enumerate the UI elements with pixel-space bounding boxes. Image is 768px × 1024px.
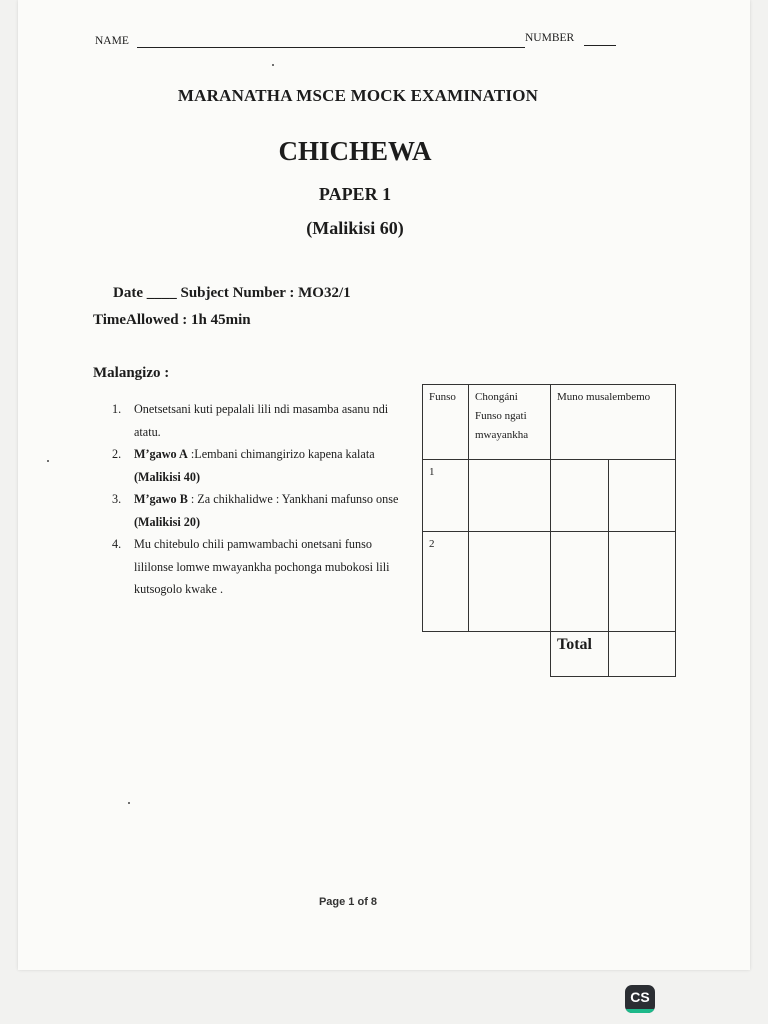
number-underline xyxy=(584,45,616,46)
instruction-item xyxy=(110,443,410,488)
instruction-number: 1. xyxy=(112,402,122,416)
number-label: NUMBER xyxy=(525,32,575,44)
page-number: Page 1 of 8 xyxy=(318,896,378,908)
instruction-number: 4. xyxy=(112,537,122,551)
score-table-total-row xyxy=(423,632,676,677)
empty-cell xyxy=(423,632,469,677)
instruction-text: Onetsetsani kuti pepalali lili ndi masamba asanu ndi atatu. xyxy=(134,402,389,439)
instruction-item xyxy=(110,533,410,601)
header-chongani: Chongáni Funso ngati mwayankha xyxy=(469,385,551,460)
marker-cell[interactable] xyxy=(609,532,676,632)
instruction-text: Mu chitebulo chili pamwambachi onetsani funso lililonse lomwe mwayankha pochonga mubokosi lili kutsogolo kwake . xyxy=(134,537,390,596)
name-underline xyxy=(137,47,525,48)
total-marks: (Malikisi 60) xyxy=(306,218,404,238)
instruction-text: :Lembani chimangirizo kapena kalata xyxy=(187,447,375,461)
subject-title: CHICHEWA xyxy=(278,136,432,166)
tick-cell[interactable] xyxy=(469,460,551,532)
instruction-marks: (Malikisi 40) xyxy=(134,469,201,484)
date-subject-line: Date ____ Subject Number : MO32/1 xyxy=(113,285,351,301)
total-label: Total xyxy=(551,632,609,677)
score-table-row xyxy=(423,532,676,632)
marker-cell[interactable] xyxy=(609,460,676,532)
instruction-section-label: M’gawo B xyxy=(134,492,188,506)
instruction-marks: (Malikisi 20) xyxy=(134,514,201,529)
instructions-list xyxy=(110,398,410,601)
row-label: 1 xyxy=(423,460,469,532)
exam-title: MARANATHA MSCE MOCK EXAMINATION xyxy=(177,86,539,105)
instruction-section-label: M’gawo A xyxy=(134,447,188,461)
score-table-header-row xyxy=(423,385,676,460)
row-label: 2 xyxy=(423,532,469,632)
score-table-row xyxy=(423,460,676,532)
marker-cell[interactable] xyxy=(551,460,609,532)
score-table xyxy=(422,384,676,677)
instruction-number: 2. xyxy=(112,447,122,461)
camscanner-logo-icon: CS xyxy=(625,985,655,1013)
instruction-item xyxy=(110,398,410,443)
speck-mark xyxy=(128,802,130,804)
instruction-number: 3. xyxy=(112,492,122,506)
instructions-heading: Malangizo : xyxy=(93,365,170,381)
empty-cell xyxy=(469,632,551,677)
tick-cell[interactable] xyxy=(469,532,551,632)
instruction-text: : Za chikhalidwe : Yankhani mafunso onse xyxy=(187,492,399,506)
marker-cell[interactable] xyxy=(551,532,609,632)
name-label: NAME xyxy=(95,35,129,47)
header-funso: Funso xyxy=(423,385,469,460)
header-muno-musalembemo: Muno musalembemo xyxy=(551,385,676,460)
time-allowed: TimeAllowed : 1h 45min xyxy=(93,312,251,328)
speck-mark xyxy=(47,460,49,462)
speck-mark xyxy=(272,64,274,66)
total-score-cell[interactable] xyxy=(609,632,676,677)
instruction-item xyxy=(110,488,410,533)
paper-number: PAPER 1 xyxy=(318,184,392,204)
